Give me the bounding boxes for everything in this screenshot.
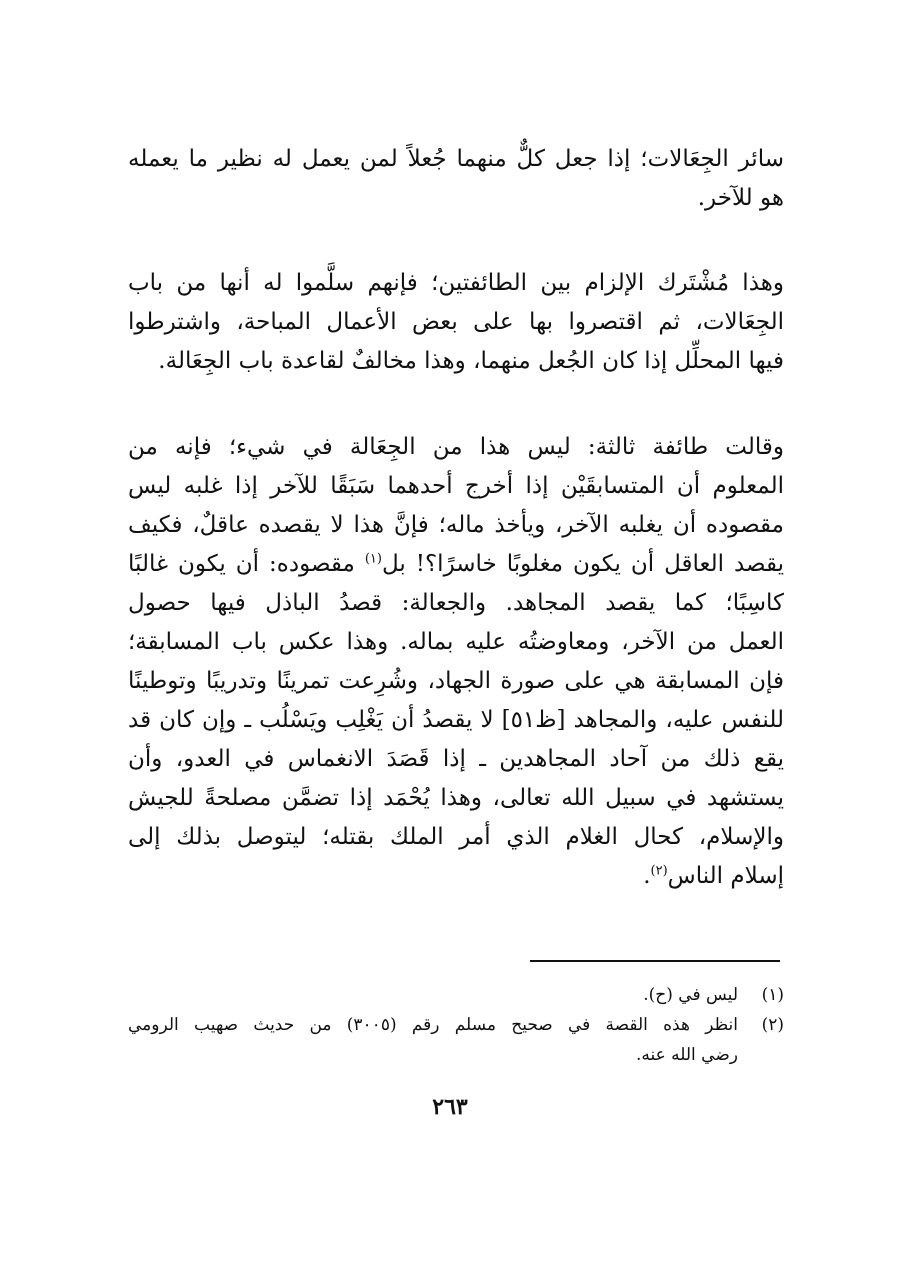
page-number: ٢٦٣ xyxy=(432,1094,468,1120)
paragraph-line: يقع ذلك من آحاد المجاهدين ـ إذا قَصَدَ الانغماس في العدو، وأن xyxy=(128,746,784,772)
paragraph-line: العمل من الآخر، ومعاوضتُه عليه بماله. وهذا عكس باب المسابقة؛ xyxy=(128,629,784,655)
paragraph-3 xyxy=(128,428,784,896)
paragraph-line: المعلوم أن المتسابقَيْن إذا أخرج أحدهما سَبَقًا للآخر إذا غلبه ليس xyxy=(128,473,784,499)
footnote-1 xyxy=(128,980,784,1010)
paragraph-line: سائر الجِعَالات؛ إذا جعل كلٌّ منهما جُعلاً لمن يعمل له نظير ما يعمله xyxy=(128,146,784,172)
paragraph-line: وقالت طائفة ثالثة: ليس هذا من الجِعَالة في شيء؛ فإنه من xyxy=(128,434,784,460)
paragraph-line: الجِعَالات، ثم اقتصروا بها على بعض الأعمال المباحة، واشترطوا xyxy=(128,309,784,335)
footnote-body xyxy=(128,980,738,1010)
paragraph-line: مقصوده أن يغلبه الآخر، ويأخذ ماله؛ فإنَّ هذا لا يقصده عاقلٌ، فكيف xyxy=(128,512,784,538)
paragraph-line: فيها المحلِّل إذا كان الجُعل منهما، وهذا مخالفٌ لقاعدة باب الجِعَالة. xyxy=(158,348,784,374)
paragraph-line: والإسلام، كحال الغلام الذي أمر الملك بقتله؛ ليتوصل بذلك إلى xyxy=(128,824,784,850)
paragraph-line: وهذا مُشْتَرك الإلزام بين الطائفتين؛ فإنهم سلَّموا له أنها من باب xyxy=(128,270,784,296)
line-text: يقصد العاقل أن يكون مغلوبًا خاسرًا؟! بل xyxy=(381,551,784,577)
footnote-marker-1: (١) xyxy=(364,551,382,567)
footnote-number: (٢) xyxy=(761,1015,784,1035)
paragraph-1 xyxy=(128,140,784,218)
paragraph-line-with-footnote xyxy=(128,857,784,896)
footnote-line: رضي الله عنه. xyxy=(635,1045,738,1065)
paragraph-line: يستشهد في سبيل الله تعالى، وهذا يُحْمَد إذا تضمَّن مصلحةً للجيش xyxy=(128,785,784,811)
footnote-2 xyxy=(128,1010,784,1070)
paragraph-line: كاسِبًا؛ كما يقصد المجاهد. والجعالة: قصدُ الباذل فيها حصول xyxy=(128,590,784,616)
footnote-line: انظر هذه القصة في صحيح مسلم رقم (٣٠٠٥) من حديث صهيب الرومي xyxy=(128,1015,738,1035)
paragraph-line: هو للآخر. xyxy=(697,185,784,211)
paragraph-line-with-footnote xyxy=(128,545,784,584)
paragraph-line: فإن المسابقة هي على صورة الجهاد، وشُرِعت تمرينًا وتدريبًا وتوطينًا xyxy=(128,668,784,694)
paragraph-line: للنفس عليه، والمجاهد [ظ٥١] لا يقصدُ أن يَغْلِب ويَسْلُب ـ وإن كان قد xyxy=(128,707,784,733)
line-text: إسلام الناس xyxy=(667,863,784,889)
paragraph-2 xyxy=(128,264,784,381)
footnote-number: (١) xyxy=(761,985,784,1005)
line-text-tail: . xyxy=(643,863,651,889)
footnote-marker-2: (٢) xyxy=(650,863,668,879)
line-text-tail: مقصوده: أن يكون غالبًا xyxy=(128,551,365,577)
footnote-body xyxy=(128,1010,738,1070)
footnote-line: ليس في (ح). xyxy=(643,985,738,1005)
footnote-divider xyxy=(530,960,780,962)
footnotes xyxy=(128,980,784,1070)
